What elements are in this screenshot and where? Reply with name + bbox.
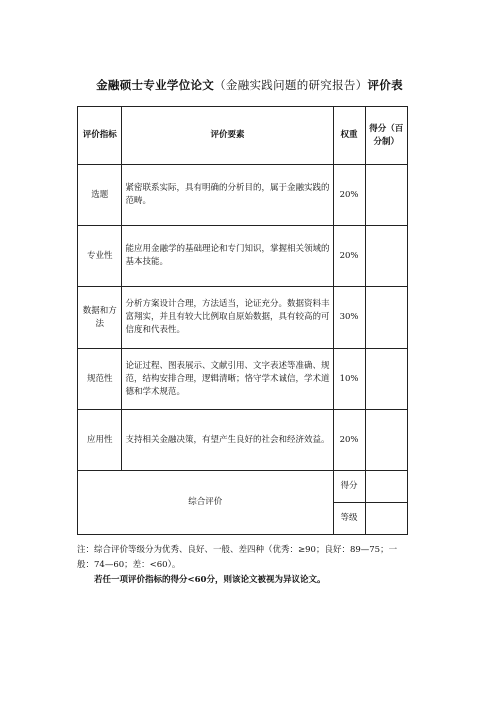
row-weight: 30%: [333, 287, 365, 349]
header-weight: 权重: [333, 107, 365, 165]
dissent-warning: 若任一项评价指标的得分<60分，则该论文被视为异议论文。: [94, 575, 326, 585]
table-row: [78, 165, 408, 226]
row-indicator: 选题: [78, 165, 122, 226]
table-row: [78, 287, 408, 349]
row-indicator: 应用性: [78, 410, 122, 471]
row-weight: 10%: [333, 349, 365, 410]
row-requirement: 紧密联系实际，具有明确的分析目的，属于金融实践的范畴。: [122, 165, 333, 226]
row-indicator: 规范性: [78, 349, 122, 410]
evaluation-table: [77, 106, 408, 535]
header-indicator: 评价指标: [78, 107, 122, 165]
summary-grade-cell[interactable]: [365, 503, 407, 535]
row-score-cell[interactable]: [365, 410, 407, 471]
table-header-row: [78, 107, 408, 165]
row-indicator: 专业性: [78, 226, 122, 287]
table-row: [78, 410, 408, 471]
page-title: [0, 77, 499, 93]
header-score: 得分（百分制）: [365, 107, 407, 165]
summary-grade-label: 等级: [333, 503, 365, 535]
row-requirement: 论证过程、图表展示、文献引用、文字表述等准确、规范，结构安排合理，逻辑清晰；恪守学术诚信，学术道德和学术规范。: [122, 349, 333, 410]
title-tail: 评价表: [367, 78, 403, 92]
row-weight: 20%: [333, 226, 365, 287]
row-requirement: 分析方案设计合理，方法适当，论证充分。数据资料丰富翔实，并且有较大比例取自原始数据，具有较高的可信度和代表性。: [122, 287, 333, 349]
row-score-cell[interactable]: [365, 226, 407, 287]
summary-label: 综合评价: [78, 471, 334, 535]
title-paren: （金融实践问题的研究报告）: [214, 78, 368, 92]
row-requirement: 能应用金融学的基础理论和专门知识，掌握相关领域的基本技能。: [122, 226, 333, 287]
header-requirement: 评价要素: [122, 107, 333, 165]
table-row: [78, 349, 408, 410]
row-requirement: 支持相关金融决策，有望产生良好的社会和经济效益。: [122, 410, 333, 471]
row-weight: 20%: [333, 165, 365, 226]
summary-score-cell[interactable]: [365, 471, 407, 503]
row-score-cell[interactable]: [365, 287, 407, 349]
summary-score-label: 得分: [333, 471, 365, 503]
summary-row-score: [78, 471, 408, 503]
row-score-cell[interactable]: [365, 349, 407, 410]
grade-note: 注：综合评价等级分为优秀、良好、一般、差四种（优秀：≥90；良好：89—75；一般：74—60；差：<60）。: [77, 545, 398, 570]
row-weight: 20%: [333, 410, 365, 471]
row-indicator: 数据和方法: [78, 287, 122, 349]
row-score-cell[interactable]: [365, 165, 407, 226]
table-row: [78, 226, 408, 287]
title-main: 金融硕士专业学位论文: [96, 78, 215, 92]
